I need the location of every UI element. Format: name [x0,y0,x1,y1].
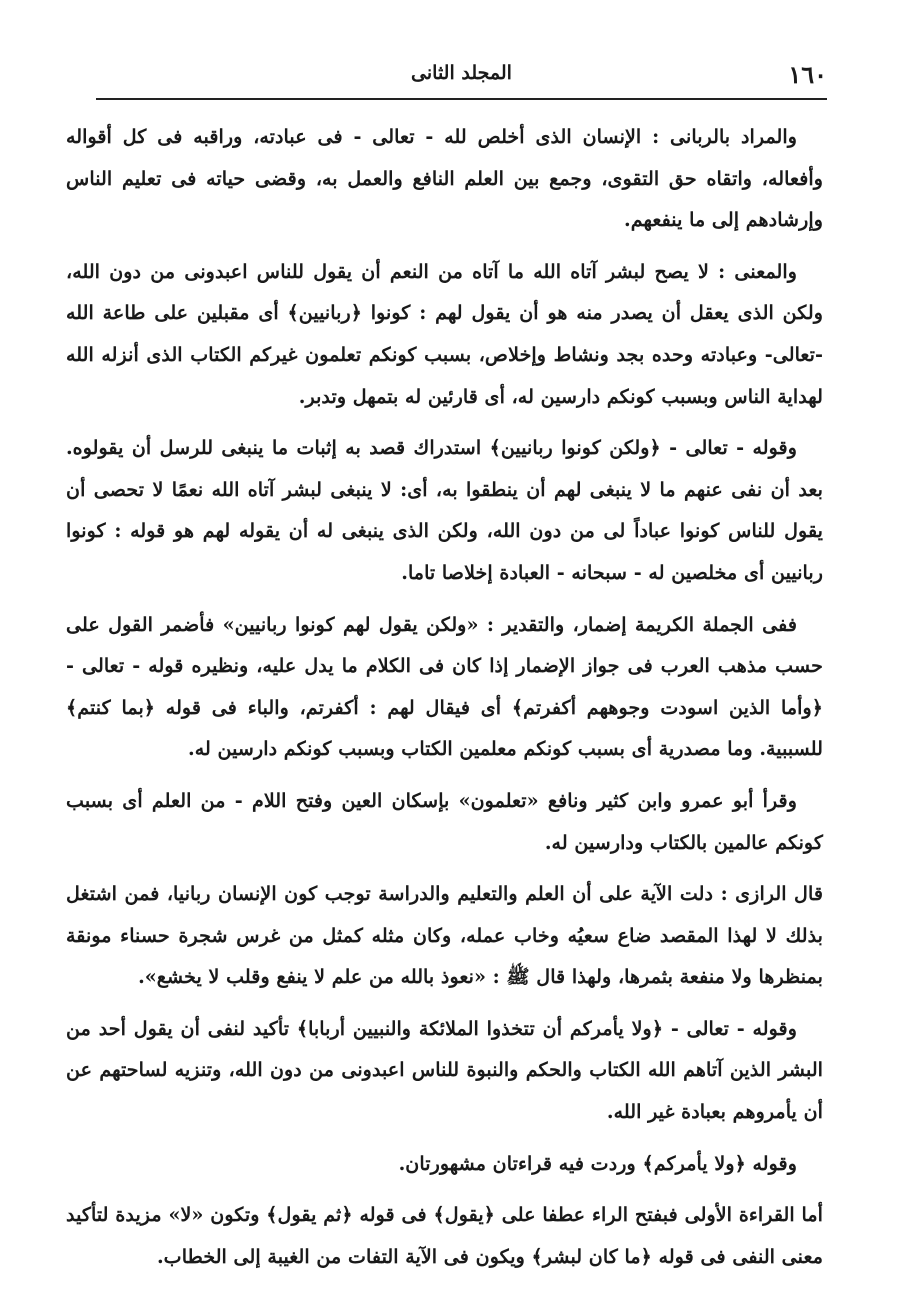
body-text [66,116,823,1287]
page-number: ١٦٠ [788,60,827,89]
running-title: المجلد الثانى [411,62,512,84]
paragraph: وقوله ﴿ولا يأمركم﴾ وردت فيه قراءتان مشهورتان. [398,1151,797,1175]
paragraph: والمراد بالربانى : الإنسان الذى أخلص لله - تعالى - فى عبادته، وراقبه فى كل أقواله وأفعاله، واتقاه حق التقوى، وجمع بين العلم النافع والعمل به، وقضى حياته فى تعليم الناس وإرشادهم إلى ما ينفعهم. [66,125,823,232]
paragraph: وقوله - تعالى - ﴿ولا يأمركم أن تتخذوا الملائكة والنبيين أربابا﴾ تأكيد لنفى أن يقول أحد من البشر الذين آتاهم الله الكتاب والحكم والنبوة للناس اعبدونى من دون الله، وتنزيه لساحتهم عن أن يأمروهم بعبادة غير الله. [66,1016,823,1124]
paragraph: أما القراءة الأولى فبفتح الراء عطفا على ﴿يقول﴾ فى قوله ﴿ثم يقول﴾ وتكون «لا» مزيدة لتأكيد معنى النفى فى قوله ﴿ما كان لبشر﴾ ويكون فى الآية التفات من الغيبة إلى الخطاب. [66,1203,823,1268]
paragraph: وقوله - تعالى - ﴿ولكن كونوا ربانيين﴾ استدراك قصد به إثبات ما ينبغى للرسل أن يقولوه. بعد أن نفى عنهم ما لا ينبغى لهم أن ينطقوا به، أى: لا ينبغى لبشر آتاه الله نعمًا لا تحصى أن يقول للناس كونوا عباداً لى من دون الله، ولكن الذى ينبغى له أن يقوله لهم هو قوله : كونوا ربانيين أى مخلصين له - سبحانه - العبادة إخلاصا تاما. [66,436,823,584]
paragraph: وقرأ أبو عمرو وابن كثير ونافع «تعلمون» بإسكان العين وفتح اللام - من العلم أى بسبب كونكم عالمين بالكتاب ودارسين له. [66,788,823,854]
paragraph: ففى الجملة الكريمة إضمار، والتقدير : «ولكن يقول لهم كونوا ربانيين» فأضمر القول على حسب مذهب العرب فى جواز الإضمار إذا كان فى الكلام ما يدل عليه، ونظيره قوله - تعالى - ﴿وأما الذين اسودت وجوههم أكفرتم﴾ أى فيقال لهم : أكفرتم، والباء فى قوله ﴿بما كنتم﴾ للسببية. وما مصدرية أى بسبب كونكم معلمين الكتاب وبسبب كونكم دارسين له. [66,612,823,761]
page-header [96,58,827,98]
header-rule [96,98,827,100]
paragraph: والمعنى : لا يصح لبشر آتاه الله ما آتاه من النعم أن يقول للناس اعبدونى من دون الله، ولكن الذى يعقل أن يصدر منه هو أن يقول لهم : كونوا ﴿ربانيين﴾ أى مقبلين على طاعة الله -تعالى- وعبادته وحده بجد ونشاط وإخلاص، بسبب كونكم تعلمون غيركم الكتاب الذى أنزله الله لهداية الناس وبسبب كونكم دارسين له، أى قارئين له بتمهل وتدبر. [66,259,823,408]
paragraph: قال الرازى : دلت الآية على أن العلم والتعليم والدراسة توجب كون الإنسان ربانيا، فمن اشتغل بذلك لا لهذا المقصد ضاع سعيُه وخاب عمله، وكان مثله كمثل من غرس شجرة حسناء مونقة بمنظرها ولا منفعة بثمرها، ولهذا قال ﷺ : «نعوذ بالله من علم لا ينفع وقلب لا يخشع». [66,882,823,989]
